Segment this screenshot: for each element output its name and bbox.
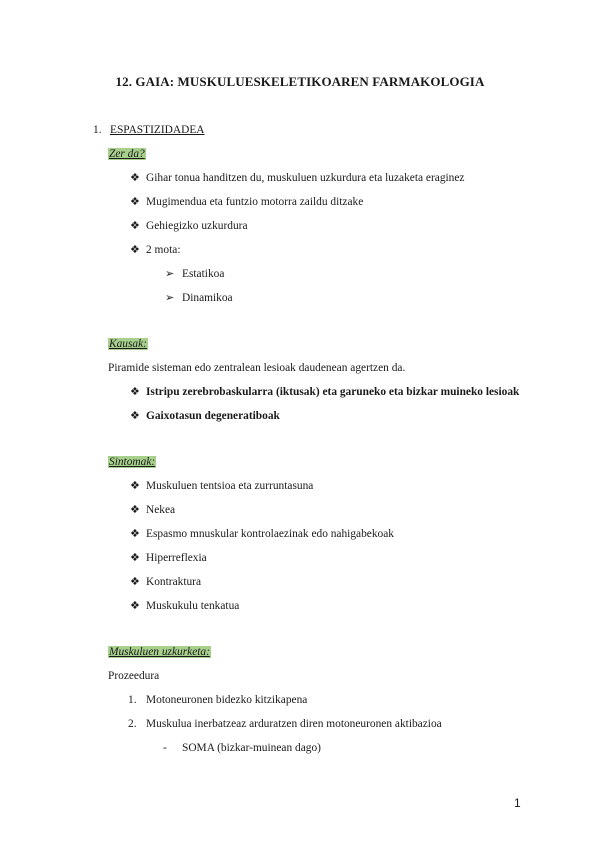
step-number: 1.	[128, 694, 137, 706]
arrow-icon: ➢	[165, 291, 175, 304]
step-text: Muskulua inerbatzeaz arduratzen diren motoneuronen aktibazioa	[146, 718, 442, 730]
bullet-icon: ❖	[130, 503, 140, 516]
bullet-icon: ❖	[130, 551, 140, 564]
bullet-icon: ❖	[130, 409, 140, 422]
section-number: 1.	[93, 124, 102, 136]
page-number: 1	[514, 796, 521, 810]
uzkurketa-heading	[108, 644, 211, 660]
document-title: 12. GAIA: MUSKULUESKELETIKOAREN FARMAKOLOGIA	[115, 74, 485, 89]
list-item: 2 mota:	[146, 244, 181, 256]
arrow-icon: ➢	[165, 267, 175, 280]
uzkurketa-heading-text: Muskuluen uzkurketa:	[109, 646, 210, 658]
step-text: Motoneuronen bidezko kitzikapena	[146, 694, 308, 706]
kausak-heading-text: Kausak:	[109, 338, 147, 350]
bullet-icon: ❖	[130, 171, 140, 184]
bullet-icon: ❖	[130, 385, 140, 398]
bullet-icon: ❖	[130, 527, 140, 540]
bullet-icon: ❖	[130, 243, 140, 256]
uzkurketa-text: Prozeedura	[108, 670, 160, 682]
sintomak-heading	[108, 454, 156, 470]
dash-mark: -	[163, 742, 167, 754]
list-item: Kontraktura	[146, 576, 202, 588]
sub-item: Dinamikoa	[182, 292, 233, 304]
sintomak-heading-text: Sintomak:	[109, 456, 156, 468]
zerda-heading	[108, 146, 146, 162]
step-number: 2.	[128, 718, 137, 730]
zerda-heading-text: Zer da?	[109, 148, 145, 160]
list-item: Gaixotasun degeneratiboak	[146, 410, 280, 422]
list-item: Istripu zerebrobaskularra (iktusak) eta garuneko eta bizkar muineko lesioak	[146, 386, 520, 398]
section-heading: ESPASTIZIDADEA	[110, 124, 205, 136]
list-item: Muskuluen tentsioa eta zurruntasuna	[146, 480, 314, 492]
list-item: Gihar tonua handitzen du, muskuluen uzkurdura eta luzaketa eraginez	[146, 172, 465, 184]
bullet-icon: ❖	[130, 195, 140, 208]
list-item: Nekea	[146, 504, 176, 516]
kausak-text: Piramide sisteman edo zentralean lesioak daudenean agertzen da.	[108, 362, 406, 374]
sub-item: Estatikoa	[182, 268, 225, 280]
dash-item-text: SOMA (bizkar-muinean dago)	[182, 742, 321, 754]
list-item: Muskukulu tenkatua	[146, 600, 240, 612]
kausak-heading	[108, 336, 148, 352]
bullet-icon: ❖	[130, 599, 140, 612]
bullet-icon: ❖	[130, 219, 140, 232]
list-item: Gehiegizko uzkurdura	[146, 220, 248, 232]
list-item: Espasmo mnuskular kontrolaezinak edo nahigabekoak	[146, 528, 394, 540]
list-item: Hiperreflexia	[146, 552, 207, 564]
bullet-icon: ❖	[130, 575, 140, 588]
bullet-icon: ❖	[130, 479, 140, 492]
list-item: Mugimendua eta funtzio motorra zaildu ditzake	[146, 196, 364, 208]
